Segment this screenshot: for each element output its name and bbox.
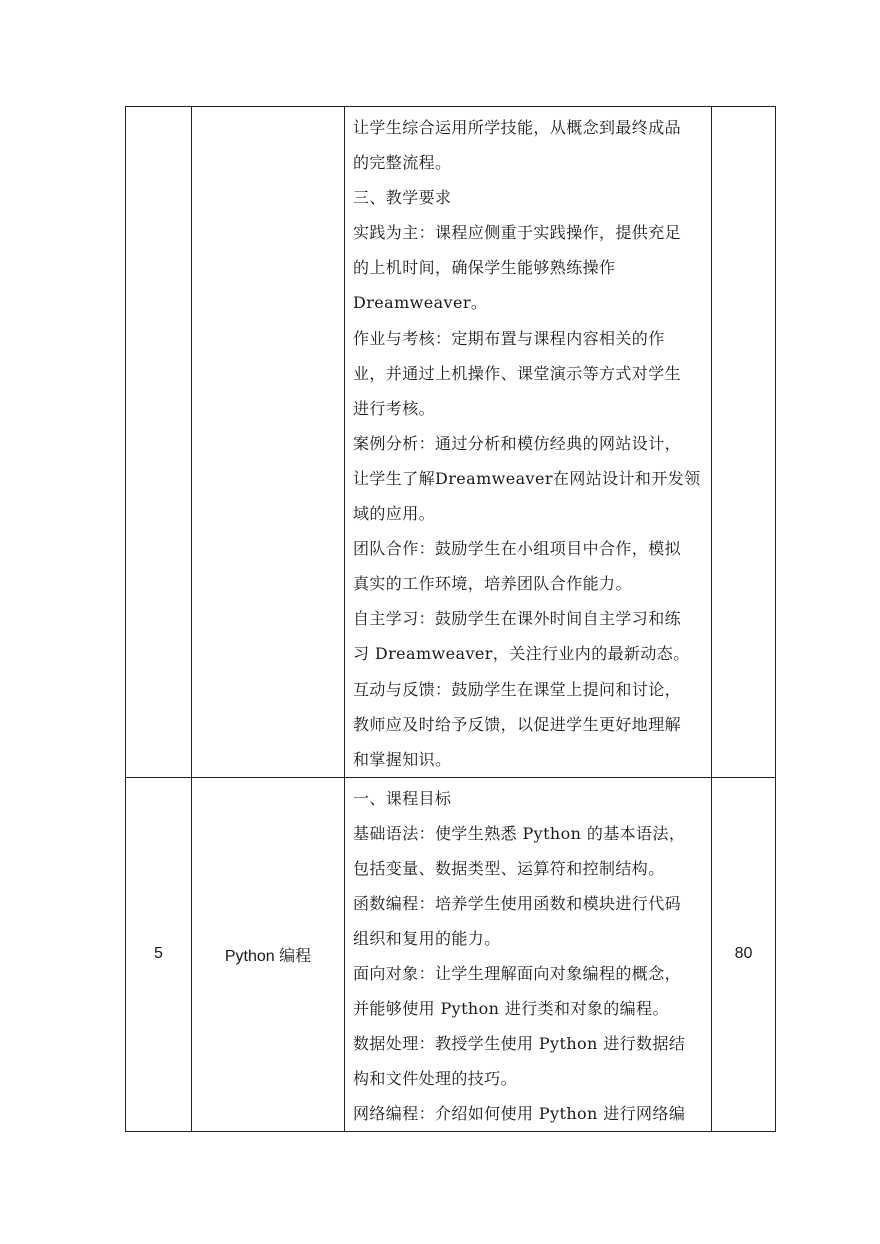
content-line: 数据处理：教授学生使用 Python 进行数据结 <box>353 1033 686 1053</box>
course-name-cell <box>192 777 345 1131</box>
course-content-cell <box>345 777 712 1131</box>
content-line: 域的应用。 <box>353 504 436 524</box>
content-line: 并能够使用 Python 进行类和对象的编程。 <box>353 998 669 1018</box>
content-line: 基础语法：使学生熟悉 Python 的基本语法， <box>353 823 686 843</box>
course-hours: 80 <box>734 945 753 963</box>
content-line: 组织和复用的能力。 <box>353 928 501 948</box>
content-line: 案例分析：通过分析和模仿经典的网站设计， <box>353 433 682 453</box>
section-heading: 一、课程目标 <box>353 788 452 808</box>
content-line: 互动与反馈：鼓励学生在课堂上提问和讨论， <box>353 679 682 699</box>
content-line: 实践为主：课程应侧重于实践操作，提供充足 <box>353 223 682 243</box>
course-content-cell <box>345 107 712 778</box>
course-hours-cell <box>712 777 776 1131</box>
content-line: 团队合作：鼓励学生在小组项目中合作，模拟 <box>353 539 682 559</box>
course-number-cell <box>126 107 192 778</box>
content-line: 让学生了解Dreamweaver在网站设计和开发领 <box>353 468 701 488</box>
course-table <box>125 106 776 1132</box>
course-name: Python 编程 <box>224 947 312 965</box>
content-line: 的上机时间，确保学生能够熟练操作 <box>353 258 616 278</box>
course-number: 5 <box>154 945 163 963</box>
table-row <box>126 777 776 1131</box>
content-line: 和掌握知识。 <box>353 749 452 769</box>
content-line: 自主学习：鼓励学生在课外时间自主学习和练 <box>353 609 682 629</box>
course-hours-cell <box>712 107 776 778</box>
content-line: 习 Dreamweaver，关注行业内的最新动态。 <box>353 644 690 664</box>
content-line: 包括变量、数据类型、运算符和控制结构。 <box>353 858 665 878</box>
content-line: Dreamweaver。 <box>353 293 488 313</box>
content-line: 业，并通过上机操作、课堂演示等方式对学生 <box>353 363 682 383</box>
content-line: 教师应及时给予反馈，以促进学生更好地理解 <box>353 714 682 734</box>
content-line: 让学生综合运用所学技能，从概念到最终成品 <box>353 118 682 137</box>
table-row <box>126 107 776 778</box>
section-heading: 三、教学要求 <box>353 188 452 208</box>
content-line: 进行考核。 <box>353 398 436 418</box>
content-line: 面向对象：让学生理解面向对象编程的概念， <box>353 963 682 983</box>
content-line: 作业与考核：定期布置与课程内容相关的作 <box>353 328 665 348</box>
course-number-cell <box>126 777 192 1131</box>
content-line: 网络编程：介绍如何使用 Python 进行网络编 <box>353 1103 686 1123</box>
content-line: 函数编程：培养学生使用函数和模块进行代码 <box>353 893 682 913</box>
content-line: 真实的工作环境，培养团队合作能力。 <box>353 574 632 594</box>
course-name-cell <box>192 107 345 778</box>
content-line: 构和文件处理的技巧。 <box>353 1068 518 1088</box>
content-line: 的完整流程。 <box>353 153 452 173</box>
